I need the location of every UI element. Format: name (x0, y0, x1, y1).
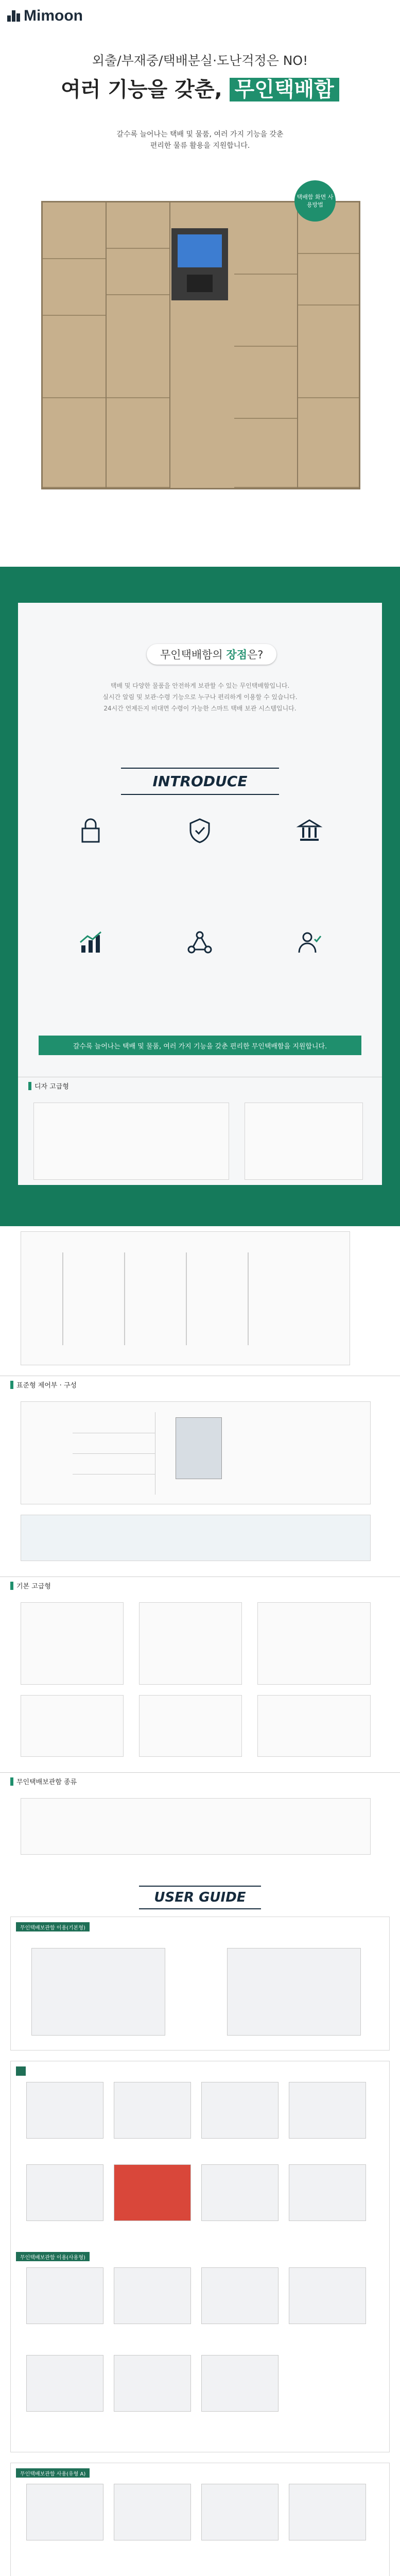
locker-column (234, 202, 298, 488)
brand-logo[interactable] (7, 7, 83, 25)
guide-screenshot (26, 2164, 103, 2221)
network-icon (185, 928, 214, 957)
question-prefix: 무인택배함의 (160, 649, 223, 661)
shield-icon (185, 816, 214, 845)
guide-screenshot (201, 2082, 279, 2139)
guide-screenshot (289, 2164, 366, 2221)
feature-item (39, 921, 143, 1025)
locker-elevation-drawing (21, 1231, 350, 1365)
introduce-heading: INTRODUCE (121, 768, 279, 795)
guide-screenshot (26, 2484, 103, 2540)
locker-column (107, 202, 170, 488)
drawing-sheet (21, 1695, 124, 1757)
controller-diagram (21, 1401, 371, 1504)
drawing-sheet (139, 1602, 242, 1685)
locker-column (43, 202, 107, 488)
question-suffix: 은? (247, 649, 264, 661)
guide-block-title: 무인택배보관함 이용(사용형) (16, 2252, 90, 2261)
spec-table (21, 1515, 371, 1561)
guide-screenshot (114, 2267, 191, 2324)
drawing-sheet (21, 1602, 124, 1685)
drawing-sheet (257, 1602, 371, 1685)
feature-desc (257, 862, 361, 869)
guide-block (10, 2061, 390, 2452)
hero-section (0, 0, 400, 567)
guide-screenshot (114, 2164, 191, 2221)
locker-drawing-front (33, 1103, 229, 1180)
guide-screenshot (26, 2267, 103, 2324)
feature-item (148, 921, 252, 1025)
chart-growth-icon (76, 928, 105, 957)
user-guide-section (0, 1865, 400, 2576)
guide-screenshot (201, 2484, 279, 2540)
guide-block (10, 1917, 390, 2050)
feature-desc (39, 974, 143, 980)
guide-screenshot (114, 2355, 191, 2412)
section-title: 디자 고급형 (34, 1083, 69, 1091)
hero-title (0, 73, 400, 103)
promo-text-line: 실시간 알림 및 보관·수령 기능으로 누구나 편리하게 이용할 수 있습니다. (102, 693, 298, 701)
feature-title (39, 963, 143, 971)
promo-text-line: 택배 및 다양한 물품을 안전하게 보관할 수 있는 무인택배함입니다. (110, 682, 290, 689)
brand-name: Mimoon (24, 7, 83, 24)
kiosk-keypad (187, 275, 213, 292)
section-title: 무인택배보관함 종류 (16, 1778, 77, 1786)
guide-screenshot (201, 2164, 279, 2221)
user-check-icon (295, 928, 324, 957)
section-header-basic (0, 1577, 400, 1594)
section-title: 기본 고급형 (16, 1583, 51, 1590)
feature-title (148, 851, 252, 859)
feature-item (39, 809, 143, 913)
question-highlight: 장점 (226, 649, 247, 661)
promo-banner: 갈수록 늘어나는 택배 및 물품, 여러 가지 기능을 갖춘 편리한 무인택배함을 지원합니다. (39, 1036, 361, 1055)
hero-subtitle: 외출/부재중/택배분실·도난걱정은 NO! (92, 53, 308, 68)
locker-column (298, 202, 359, 488)
logo-mark-icon (7, 10, 21, 22)
feature-item (257, 809, 361, 913)
hero-title-prefix: 여러 기능을 갖춘, (61, 78, 222, 101)
hero-desc-line: 편리한 물류 활용을 지원합니다. (150, 142, 250, 150)
feature-desc (148, 862, 252, 869)
promo-card (18, 603, 382, 1185)
guide-screenshot (289, 2082, 366, 2139)
guide-screenshot (227, 1948, 361, 2036)
drawing-sheet (257, 1695, 371, 1757)
guide-screenshot (26, 2082, 103, 2139)
feature-item (148, 809, 252, 913)
guide-screenshot (114, 2082, 191, 2139)
hero-desc-line: 갈수록 늘어나는 택배 및 물품, 여러 가지 기능을 갖춘 (116, 130, 284, 139)
feature-grid (39, 809, 361, 1025)
feature-desc (39, 862, 143, 869)
section-header-design (18, 1077, 382, 1094)
kiosk-screen (178, 234, 222, 267)
locker-kiosk (171, 228, 228, 300)
feature-item (257, 921, 361, 1025)
usage-badge[interactable]: 택배함 화면 사용방법 (294, 180, 336, 222)
locker-product-image (41, 201, 360, 489)
guide-screenshot (289, 2484, 366, 2540)
guide-screenshot (201, 2267, 279, 2324)
guide-screenshot (31, 1948, 165, 2036)
hero-title-highlight: 무인택배함 (230, 78, 339, 101)
locker-drawing-side (245, 1103, 363, 1180)
guide-screenshot (201, 2355, 279, 2412)
promo-text-line: 24시간 언제든지 비대면 수령이 가능한 스마트 택배 보관 시스템입니다. (103, 705, 297, 712)
guide-block (10, 2463, 390, 2576)
feature-title (257, 851, 361, 859)
drawings-section (0, 1226, 400, 1865)
feature-desc (148, 974, 252, 980)
hero-description (0, 129, 400, 151)
section-title: 표준형 제어부 · 구성 (16, 1382, 77, 1389)
guide-screenshot (289, 2267, 366, 2324)
section-header-types (0, 1772, 400, 1790)
guide-step-tag (16, 2066, 26, 2076)
advantage-question (147, 644, 276, 665)
locker-types-table (21, 1798, 371, 1855)
feature-title (257, 963, 361, 971)
feature-title (39, 851, 143, 859)
guide-screenshot (26, 2355, 103, 2412)
user-guide-heading: USER GUIDE (139, 1886, 261, 1909)
promo-section (0, 567, 400, 1226)
guide-screenshot (114, 2484, 191, 2540)
feature-desc (257, 974, 361, 980)
guide-block-title: 무인택배보관함 사용(유형 A) (16, 2468, 90, 2478)
padlock-icon (76, 816, 105, 845)
promo-description (49, 680, 351, 714)
guide-block-title: 무인택배보관함 이용(기본형) (16, 1922, 90, 1931)
feature-title (148, 963, 252, 971)
section-header-standard (0, 1376, 400, 1393)
drawing-sheet (139, 1695, 242, 1757)
building-icon (295, 816, 324, 845)
